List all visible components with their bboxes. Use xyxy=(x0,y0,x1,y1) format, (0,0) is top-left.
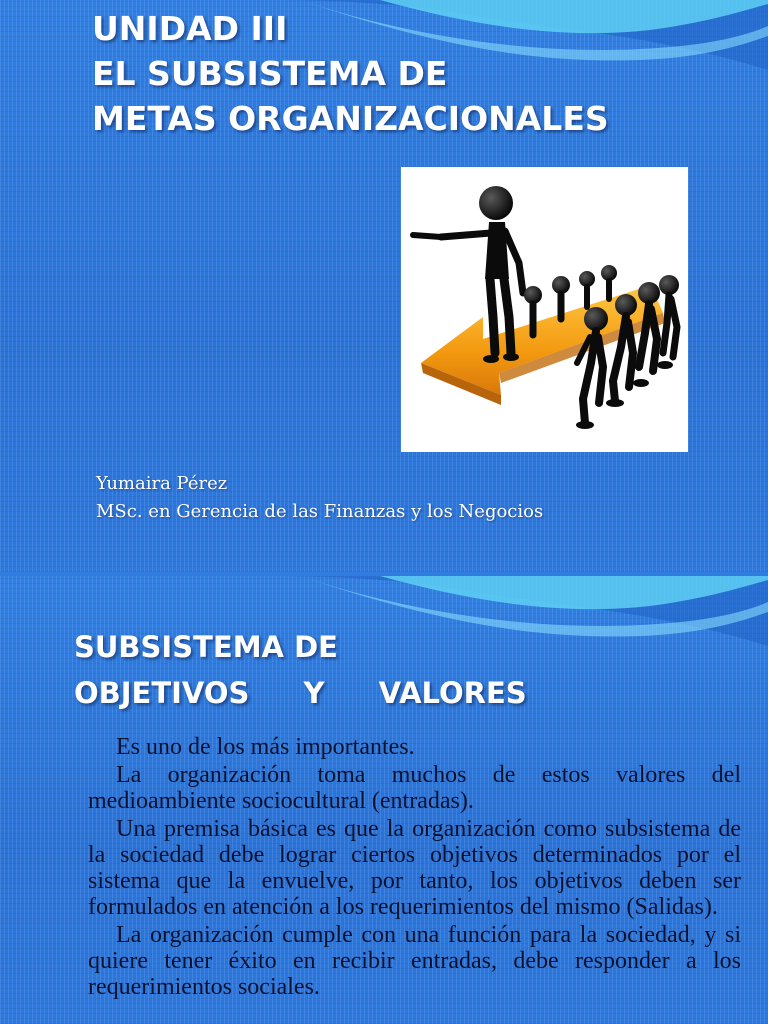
title2-word-y: Y xyxy=(303,676,325,710)
slide-title xyxy=(92,6,609,141)
leader-team-illustration xyxy=(401,167,688,452)
paragraph-1: Es uno de los más importantes. xyxy=(116,734,415,760)
title2-line-1: SUBSISTEMA DE xyxy=(74,630,338,664)
slide-2-title xyxy=(74,624,527,716)
title-line-1: UNIDAD III xyxy=(92,9,288,48)
paragraph-2: La organización toma muchos de estos valores del medioambiente sociocultural (entradas). xyxy=(88,762,741,814)
slide-2 xyxy=(0,576,768,1024)
paragraph-3: Una premisa básica es que la organización como subsistema de la sociedad debe lograr ciertos objetivos determinados por el sistema que la envuelve, por tanto, los objetivos deben ser formulados en atención a los requerimientos del mismo (Salidas). xyxy=(88,816,741,920)
title2-line-2 xyxy=(74,670,527,716)
author-name: Yumaira Pérez xyxy=(96,473,228,494)
author-block xyxy=(96,470,543,526)
title2-word-objetivos: OBJETIVOS xyxy=(74,676,250,710)
paragraph-4: La organización cumple con una función para la sociedad, y si quiere tener éxito en recibir entradas, debe responder a los requerimientos sociales. xyxy=(88,922,741,1000)
title2-word-valores: VALORES xyxy=(378,676,527,710)
author-degree: MSc. en Gerencia de las Finanzas y los Negocios xyxy=(96,501,544,522)
title-line-3: METAS ORGANIZACIONALES xyxy=(92,99,609,138)
team-arrow-image xyxy=(401,167,688,452)
title-line-2: EL SUBSISTEMA DE xyxy=(92,54,448,93)
slide-2-body xyxy=(88,734,741,1002)
